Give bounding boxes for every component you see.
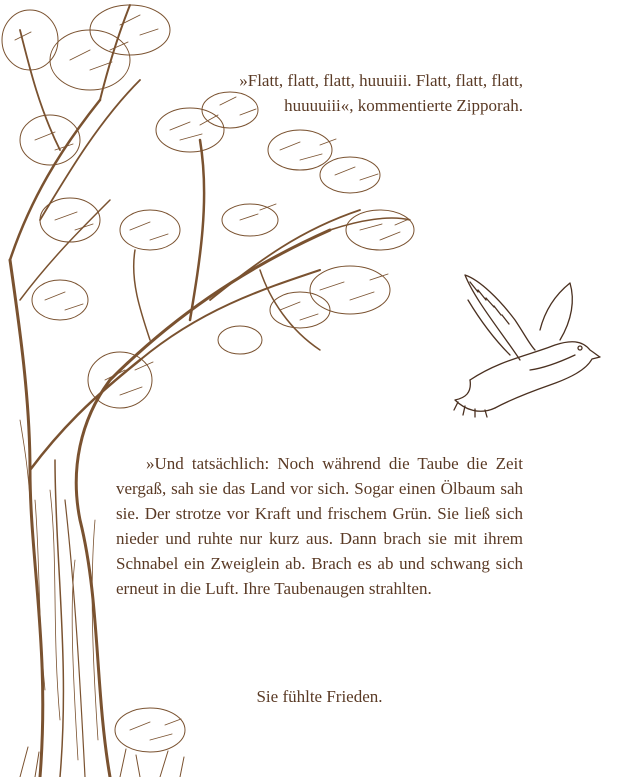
quote-top: »Flatt, flatt, flatt, huuuiii. Flatt, flatt, flatt, huuuuiii«, kommentierte Zipporah. <box>239 71 523 115</box>
story-paragraph: »Und tatsächlich: Noch während die Taube die Zeit vergaß, sah sie das Land vor sich. Sogar einen Ölbaum sah sie. Der strotze vor Kraft und frischem Grün. Sie ließ sich nieder und ruhte nur kurz aus. Dann brach sie mit ihrem Schnabel ein Zweiglein ab. Brach es ab und schwang sich erneut in die Luft. Ihre Taubenaugen strahlten. <box>116 454 523 598</box>
closing-line: Sie fühlte Frieden. <box>256 687 383 706</box>
